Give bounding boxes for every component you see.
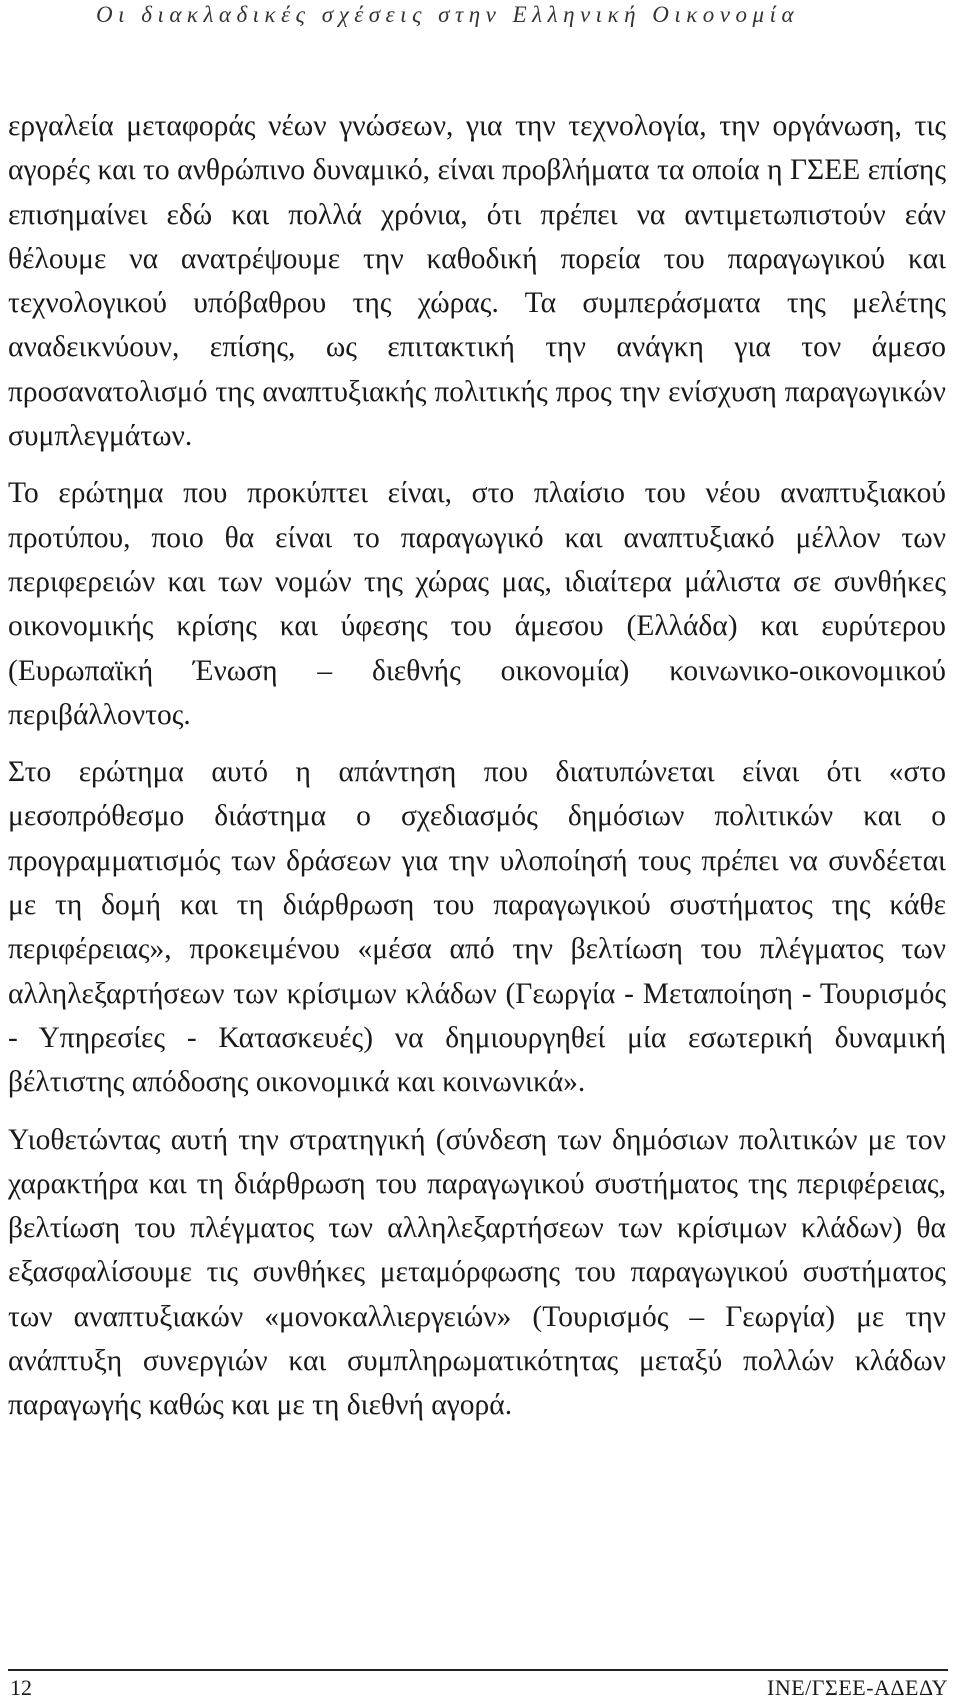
publisher-label: ΙΝΕ/ΓΣΕΕ-ΑΔΕΔΥ <box>767 1675 948 1700</box>
page-number: 12 <box>10 1675 32 1700</box>
paragraph: Στο ερώτημα αυτό η απάντηση που διατυπώνεται είναι ότι «στο μεσοπρόθεσμο διάστημα ο σχεδιασμός δημόσιων πολιτικών και ο προγραμματισμός των δράσεων για την υλοποίησή τους πρέπει να συνδέεται με τη δομή και τη διάρθρωση του παραγωγικού συστήματος της κάθε περιφέρειας», προκειμένου «μέσα από την βελτίωση του πλέγματος των αλληλεξαρτήσεων των κρίσιμων κλάδων (Γεωργία - Μεταποίηση - Τουρισμός - Υπηρεσίες - Κατασκευές) να δημιουργηθεί μία εσωτερική δυναμική βέλτιστης απόδοσης οικονομικά και κοινωνικά». <box>8 756 946 1099</box>
paragraph: Το ερώτημα που προκύπτει είναι, στο πλαίσιο του νέου αναπτυξιακού προτύπου, ποιο θα είναι το παραγωγικό και αναπτυξιακό μέλλον των περιφερειών και των νομών της χώρας μας, ιδιαίτερα μάλιστα σε συνθήκες οικονομικής κρίσης και ύφεσης του άμεσου (Ελλάδα) και ευρύτερου (Ευρωπαϊκή Ένωση – διεθνής οικονομία) κοινωνικο-οικονομικού περιβάλλοντος. <box>8 477 946 731</box>
page-footer <box>8 1669 948 1703</box>
body-text <box>8 104 946 1441</box>
running-header-title: Οι διακλαδικές σχέσεις στην Ελληνική Οικονομία <box>96 2 800 27</box>
paragraph: εργαλεία μεταφοράς νέων γνώσεων, για την τεχνολογία, την οργάνωση, τις αγορές και το ανθρώπινο δυναμικό, είναι προβλήματα τα οποία η ΓΣΕΕ επίσης επισημαίνει εδώ και πολλά χρόνια, ότι πρέπει να αντιμετωπιστούν εάν θέλουμε να ανατρέψουμε την καθοδική πορεία του παραγωγικού και τεχνολογικού υπόβαθρου της χώρας. Τα συμπεράσματα της μελέτης αναδεικνύουν, επίσης, ως επιτακτική την ανάγκη για τον άμεσο προσανατολισμό της αναπτυξιακής πολιτικής προς την ενίσχυση παραγωγικών συμπλεγμάτων. <box>8 110 946 453</box>
paragraph: Υιοθετώντας αυτή την στρατηγική (σύνδεση των δημόσιων πολιτικών με τον χαρακτήρα και τη διάρθρωση του παραγωγικού συστήματος της περιφέρειας, βελτίωση του πλέγματος των αλληλεξαρτήσεων των κρίσιμων κλάδων) θα εξασφαλίσουμε τις συνθήκες μεταμόρφωσης του παραγωγικού συστήματος των αναπτυξιακών «μονοκαλλιεργειών» (Τουρισμός – Γεωργία) με την ανάπτυξη συνεργιών και συμπληρωματικότητας μεταξύ πολλών κλάδων παραγωγής καθώς και με τη διεθνή αγορά. <box>8 1123 946 1422</box>
